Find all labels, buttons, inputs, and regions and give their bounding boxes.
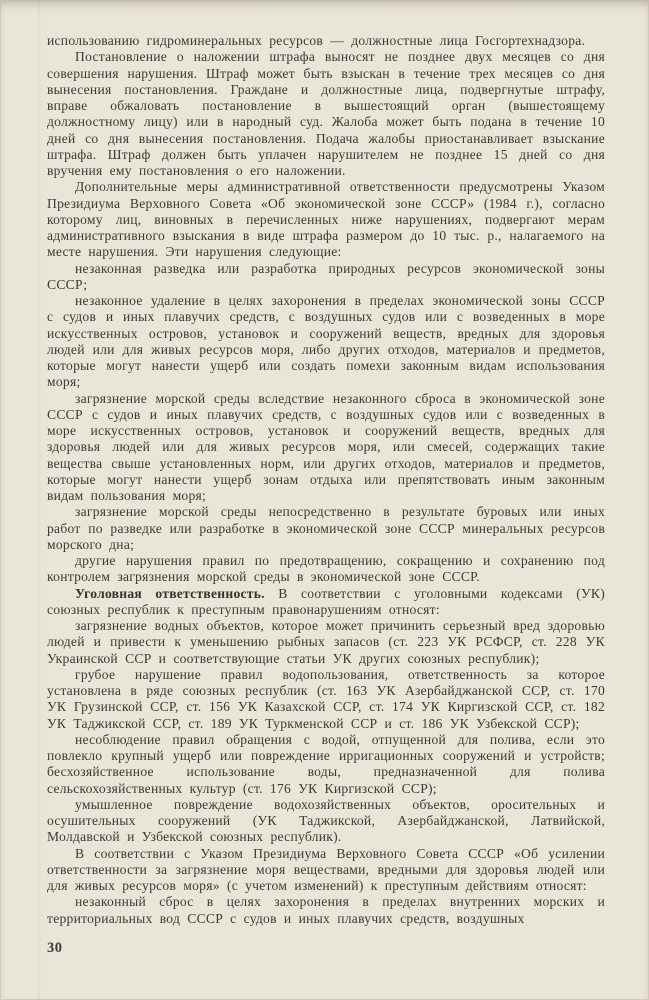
paragraph: умышленное повреждение водохозяйственных объектов, оросительных и осушительных сооружений (УК Таджикской, Азербайджанской, Латвийской, Молдавской и Узбекской союзных республик). — [47, 796, 605, 845]
paragraph: Постановление о наложении штрафа выносят не позднее двух месяцев со дня совершения нарушения. Штраф может быть взыскан в течение трех месяцев со дня вынесения постановления. Граждане и должностные лица, подвергнутые штрафу, вправе обжаловать постановление в вышестоящий орган (вышестоящему должностному лицу) или в народный суд. Жалоба может быть подана в течение 10 дней со дня вынесения постановления. Подача жалобы приостанавливает взыскание штрафа. Штраф должен быть уплачен нарушителем не позднее 15 дней со дня вручения ему постановления о его наложении. — [47, 49, 605, 178]
paragraph: использованию гидроминеральных ресурсов — должностные лица Госгортехнадзора. — [47, 33, 586, 48]
paragraph: незаконная разведка или разработка природных ресурсов экономической зоны СССР; — [47, 260, 605, 292]
paragraph: грубое нарушение правил водопользования, ответственность за которое установлена в ряде союзных республик (ст. 163 УК Азербайджанской ССР, ст. 170 УК Грузинской ССР, ст. 156 УК Казахской ССР, ст. 174 УК Киргизской ССР, ст. 182 УК Таджикской ССР, ст. 189 УК Туркменской ССР и ст. 186 УК Узбекской ССР); — [47, 666, 605, 731]
paragraph: незаконный сброс в целях захоронения в пределах внутренних морских и территориальных вод СССР с судов и иных плавучих средств, воздушных — [47, 894, 605, 926]
paragraph: несоблюдение правил обращения с водой, отпущенной для полива, если это повлекло крупный ущерб или повреждение ирригационных сооружений и устройств; бесхозяйственное использование воды, предназначенной для полива сельскохозяйственных культур (ст. 176 УК Киргизской ССР); — [47, 731, 605, 796]
paragraph: загрязнение водных объектов, которое может причинить серьезный вред здоровью людей и привести к уменьшению рыбных запасов (ст. 223 УК РСФСР, ст. 228 УК Украинской ССР и соответствующие статьи УК других союзных республик); — [47, 618, 605, 666]
paragraph: незаконное удаление в целях захоронения в пределах экономической зоны СССР с судов и иных плавучих средств, с воздушных судов или с возведенных в море искусственных островов, установок и сооружений веществ, вредных для здоровья людей или для живых ресурсов моря, либо других отходов, материалов и предметов, которые могут нанести ущерб или создать помехи законным видам использования моря; — [47, 293, 605, 390]
page-number: 30 — [47, 940, 63, 956]
paragraph: другие нарушения правил по предотвращению, сокращению и сохранению под контролем загрязнения морской среды в экономической зоне СССР. — [47, 553, 605, 585]
page-text — [47, 33, 605, 927]
paragraph-bold-lead: Уголовная ответственность. — [75, 585, 265, 601]
paragraph: Уголовная ответственность. В соответствии с уголовными кодексами (УК) союзных республик к преступным правонарушениям относят: — [47, 585, 605, 617]
paragraph: загрязнение морской среды вследствие незаконного сброса в экономической зоне СССР с судов и иных плавучих средств, с воздушных судов или с возведенных в море искусственных островов, установок и сооружений веществ, вредных для здоровья людей или для живых ресурсов моря, или смесей, содержащих такие вещества свыше установленных норм, или других отходов, материалов и предметов, которые могут нанести ущерб зонам отдыха или препятствовать иным законным видам пользования моря; — [47, 390, 605, 503]
paragraph: загрязнение морской среды непосредственно в результате буровых или иных работ по разведке или разработке в экономической зоне СССР минеральных ресурсов морского дна; — [47, 504, 605, 552]
paragraph: Дополнительные меры административной ответственности предусмотрены Указом Президиума Верховного Совета «Об экономической зоне СССР» (1984 г.), согласно которому лиц, виновных в перечисленных ниже нарушениях, подвергают мерам административного взыскания в виде штрафа размером до 10 тыс. р., налагаемого на месте нарушения. Эти нарушения следующие: — [47, 179, 605, 260]
paragraph: В соответствии с Указом Президиума Верховного Совета СССР «Об усилении ответственности за загрязнение моря веществами, вредными для здоровья людей или для живых ресурсов моря» (с учетом изменений) к преступным действиям относят: — [47, 845, 605, 893]
